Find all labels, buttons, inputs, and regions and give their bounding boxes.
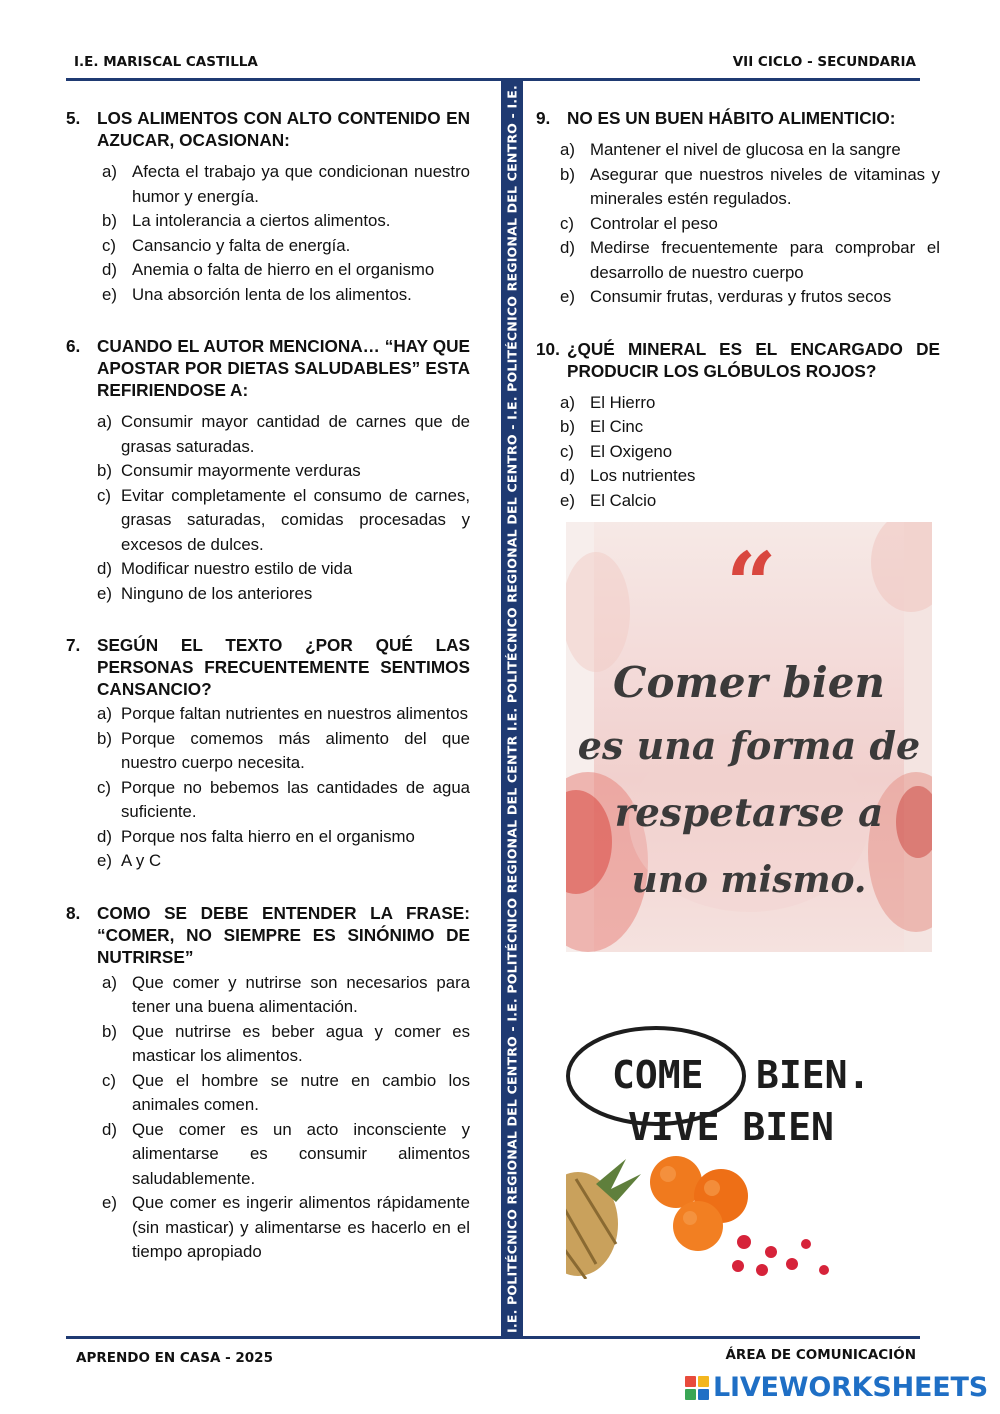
vertical-band-text: I.E. POLITÉCNICO REGIONAL DEL CENTRO - I.E. POLITÉCNICO REGIONAL DEL CENTR I.E. POLITÉCNICO REGIONAL DEL CENTRO - I.E. POLITÉCNICO REGIONAL DEL CENTRO - I.E. — [504, 85, 520, 1333]
option-text: Que comer es ingerir alimentos rápidamente (sin masticar) y alimentarse es hacerlo en el tiempo apropiado — [132, 1193, 470, 1261]
option-text: Porque comemos más alimento del que nuestro cuerpo necesita. — [121, 728, 470, 772]
option-b[interactable] — [66, 209, 470, 234]
option-c[interactable] — [66, 776, 470, 825]
option-letter: e) — [560, 287, 575, 306]
option-d[interactable] — [536, 236, 940, 285]
option-text: El Cinc — [590, 417, 644, 436]
option-letter: b) — [97, 728, 112, 748]
option-letter: b) — [560, 417, 575, 436]
question-number: 10. — [536, 338, 560, 359]
option-b[interactable] — [536, 415, 940, 440]
option-letter: a) — [97, 704, 112, 723]
liveworksheets-wordmark: LIVEWORKSHEETS — [712, 1372, 988, 1403]
question-text: ¿QUÉ MINERAL ES EL ENCARGADO DE PRODUCIR LOS GLÓBULOS ROJOS? — [567, 338, 940, 381]
footer-divider — [66, 1336, 920, 1339]
option-letter: a) — [102, 972, 117, 992]
option-letter: b) — [102, 211, 117, 230]
poster-word-bien: BIEN. — [756, 1053, 871, 1097]
question-number: 6. — [66, 336, 81, 356]
option-text: Consumir mayormente verduras — [121, 461, 361, 480]
school-name: I.E. MARISCAL CASTILLA — [74, 54, 258, 70]
option-d[interactable] — [66, 258, 470, 283]
option-list — [66, 971, 470, 1265]
option-letter: c) — [560, 213, 574, 233]
footer-program: APRENDO EN CASA - 2025 — [76, 1350, 273, 1366]
option-letter: a) — [560, 140, 575, 159]
question-text: COMO SE DEBE ENTENDER LA FRASE: “COMER, NO SIEMPRE ES SINÓNIMO DE NUTRIRSE” — [97, 902, 470, 967]
question-number: 9. — [536, 108, 551, 128]
option-text: Modificar nuestro estilo de vida — [121, 559, 353, 578]
option-d[interactable] — [536, 464, 940, 489]
question-6 — [66, 335, 470, 606]
option-text: Los nutrientes — [590, 466, 696, 485]
option-e[interactable] — [66, 582, 470, 607]
option-b[interactable] — [66, 1020, 470, 1069]
footer-area: ÁREA DE COMUNICACIÓN — [725, 1347, 916, 1363]
option-letter: a) — [102, 162, 117, 181]
option-letter: c) — [97, 485, 111, 505]
option-c[interactable] — [536, 212, 940, 237]
option-text: Mantener el nivel de glucosa en la sangre — [590, 140, 901, 159]
option-letter: e) — [97, 851, 112, 870]
option-b[interactable] — [66, 727, 470, 776]
option-text: Cansancio y falta de energía. — [132, 235, 351, 255]
question-title — [66, 335, 470, 401]
option-c[interactable] — [536, 440, 940, 465]
question-title — [536, 107, 940, 129]
option-c[interactable] — [66, 234, 470, 259]
option-letter: e) — [102, 284, 117, 304]
option-letter: e) — [560, 490, 575, 510]
option-letter: e) — [97, 583, 112, 603]
option-list — [536, 391, 940, 514]
option-text: Porque no bebemos las cantidades de agua suficiente. — [121, 777, 470, 821]
option-letter: a) — [97, 412, 112, 431]
question-title — [536, 338, 940, 382]
option-a[interactable] — [66, 160, 470, 209]
option-text: Que comer y nutrirse son necesarios para tener una buena alimentación. — [132, 972, 470, 1016]
question-text: LOS ALIMENTOS CON ALTO CONTENIDO EN AZUCAR, OCASIONAN: — [97, 108, 470, 150]
option-text: El Calcio — [590, 490, 657, 510]
option-text: El Hierro — [590, 392, 656, 412]
question-number: 5. — [66, 108, 81, 128]
option-text: Que el hombre se nutre en cambio los animales comen. — [132, 1070, 470, 1114]
option-letter: c) — [102, 1070, 116, 1090]
option-text: Afecta el trabajo ya que condicionan nuestro humor y energía. — [132, 162, 470, 206]
question-8 — [66, 902, 470, 1265]
option-list — [66, 702, 470, 874]
option-c[interactable] — [66, 1069, 470, 1118]
option-d[interactable] — [66, 557, 470, 582]
question-text: NO ES UN BUEN HÁBITO ALIMENTICIO: — [567, 108, 896, 128]
option-letter: d) — [560, 238, 575, 257]
question-5 — [66, 107, 470, 307]
option-text: Medirse frecuentemente para comprobar el desarrollo de nuestro cuerpo — [590, 238, 940, 282]
option-text: Evitar completamente el consumo de carnes, grasas saturadas, comidas procesadas y excesos de dulces. — [121, 485, 470, 554]
quote-line-3: respetarse a — [614, 790, 884, 836]
right-column — [536, 107, 940, 541]
option-d[interactable] — [66, 1118, 470, 1192]
option-text: Que comer es un acto inconsciente y alimentarse es consumir alimentos saludablemente. — [132, 1119, 470, 1188]
quote-mark-icon: “ — [726, 532, 777, 636]
liveworksheets-brand[interactable] — [685, 1372, 988, 1403]
option-letter: c) — [560, 441, 574, 461]
question-10 — [536, 338, 940, 514]
quote-image — [566, 522, 932, 952]
option-a[interactable] — [536, 138, 940, 163]
cycle-label: VII CICLO - SECUNDARIA — [732, 54, 916, 70]
liveworksheets-logo-icon — [685, 1376, 709, 1400]
left-column — [66, 107, 470, 1293]
raspberry-icon — [732, 1235, 829, 1276]
option-text: A y C — [121, 851, 162, 870]
option-text: Anemia o falta de hierro en el organismo — [132, 260, 435, 279]
option-list — [66, 160, 470, 307]
quote-line-2: es una forma de — [577, 723, 921, 768]
option-text: Porque nos falta hierro en el organismo — [121, 826, 415, 846]
option-e[interactable] — [536, 489, 940, 514]
option-text: Consumir frutas, verduras y frutos secos — [590, 287, 892, 306]
question-title — [66, 107, 470, 151]
option-d[interactable] — [66, 825, 470, 850]
option-letter: b) — [97, 461, 112, 480]
option-a[interactable] — [536, 391, 940, 416]
question-7 — [66, 634, 470, 874]
option-letter: e) — [102, 1193, 117, 1212]
pineapple-icon — [566, 1159, 641, 1279]
option-list — [66, 410, 470, 606]
option-text: El Oxigeno — [590, 441, 673, 461]
option-e[interactable] — [66, 283, 470, 308]
option-letter: b) — [560, 164, 575, 184]
option-e[interactable] — [66, 849, 470, 874]
option-letter: c) — [97, 777, 111, 797]
option-b[interactable] — [536, 163, 940, 212]
header-divider — [66, 78, 920, 81]
option-letter: d) — [97, 559, 112, 578]
option-letter: d) — [102, 1119, 117, 1139]
option-letter: a) — [560, 392, 575, 412]
option-text: Porque faltan nutrientes en nuestros alimentos — [121, 704, 469, 723]
come-bien-poster — [566, 974, 908, 1279]
option-a[interactable] — [66, 410, 470, 459]
option-text: La intolerancia a ciertos alimentos. — [132, 211, 391, 230]
vertical-school-band — [501, 80, 523, 1338]
quote-line-1: Comer bien — [613, 658, 885, 707]
question-number: 8. — [66, 902, 81, 923]
poster-word-come: COME — [612, 1053, 704, 1097]
option-letter: d) — [560, 466, 575, 485]
option-b[interactable] — [66, 459, 470, 484]
question-9 — [536, 107, 940, 310]
question-number: 7. — [66, 635, 81, 655]
option-letter: b) — [102, 1021, 117, 1041]
option-c[interactable] — [66, 484, 470, 558]
option-text: Que nutrirse es beber agua y comer es masticar los alimentos. — [132, 1021, 470, 1065]
option-a[interactable] — [66, 702, 470, 727]
option-text: Ninguno de los anteriores — [121, 583, 313, 603]
option-text: Consumir mayor cantidad de carnes que de grasas saturadas. — [121, 412, 470, 456]
quote-line-4: uno mismo. — [631, 859, 867, 901]
orange-icon — [650, 1156, 748, 1251]
option-text: Asegurar que nuestros niveles de vitaminas y minerales estén regulados. — [590, 164, 940, 208]
option-e[interactable] — [66, 1191, 470, 1265]
option-a[interactable] — [66, 971, 470, 1020]
option-letter: c) — [102, 235, 116, 255]
question-text: SEGÚN EL TEXTO ¿POR QUÉ LAS PERSONAS FRECUENTEMENTE SENTIMOS CANSANCIO? — [97, 635, 470, 699]
option-list — [536, 138, 940, 310]
option-text: Una absorción lenta de los alimentos. — [132, 284, 412, 304]
option-letter: d) — [97, 826, 112, 846]
question-title — [66, 634, 470, 700]
poster-line-vive-bien: VIVE BIEN — [628, 1105, 834, 1149]
question-title — [66, 902, 470, 968]
option-e[interactable] — [536, 285, 940, 310]
option-text: Controlar el peso — [590, 213, 718, 233]
question-text: CUANDO EL AUTOR MENCIONA… “HAY QUE APOSTAR POR DIETAS SALUDABLES” ESTA REFIRIENDOSE A: — [97, 336, 470, 400]
option-letter: d) — [102, 260, 117, 279]
